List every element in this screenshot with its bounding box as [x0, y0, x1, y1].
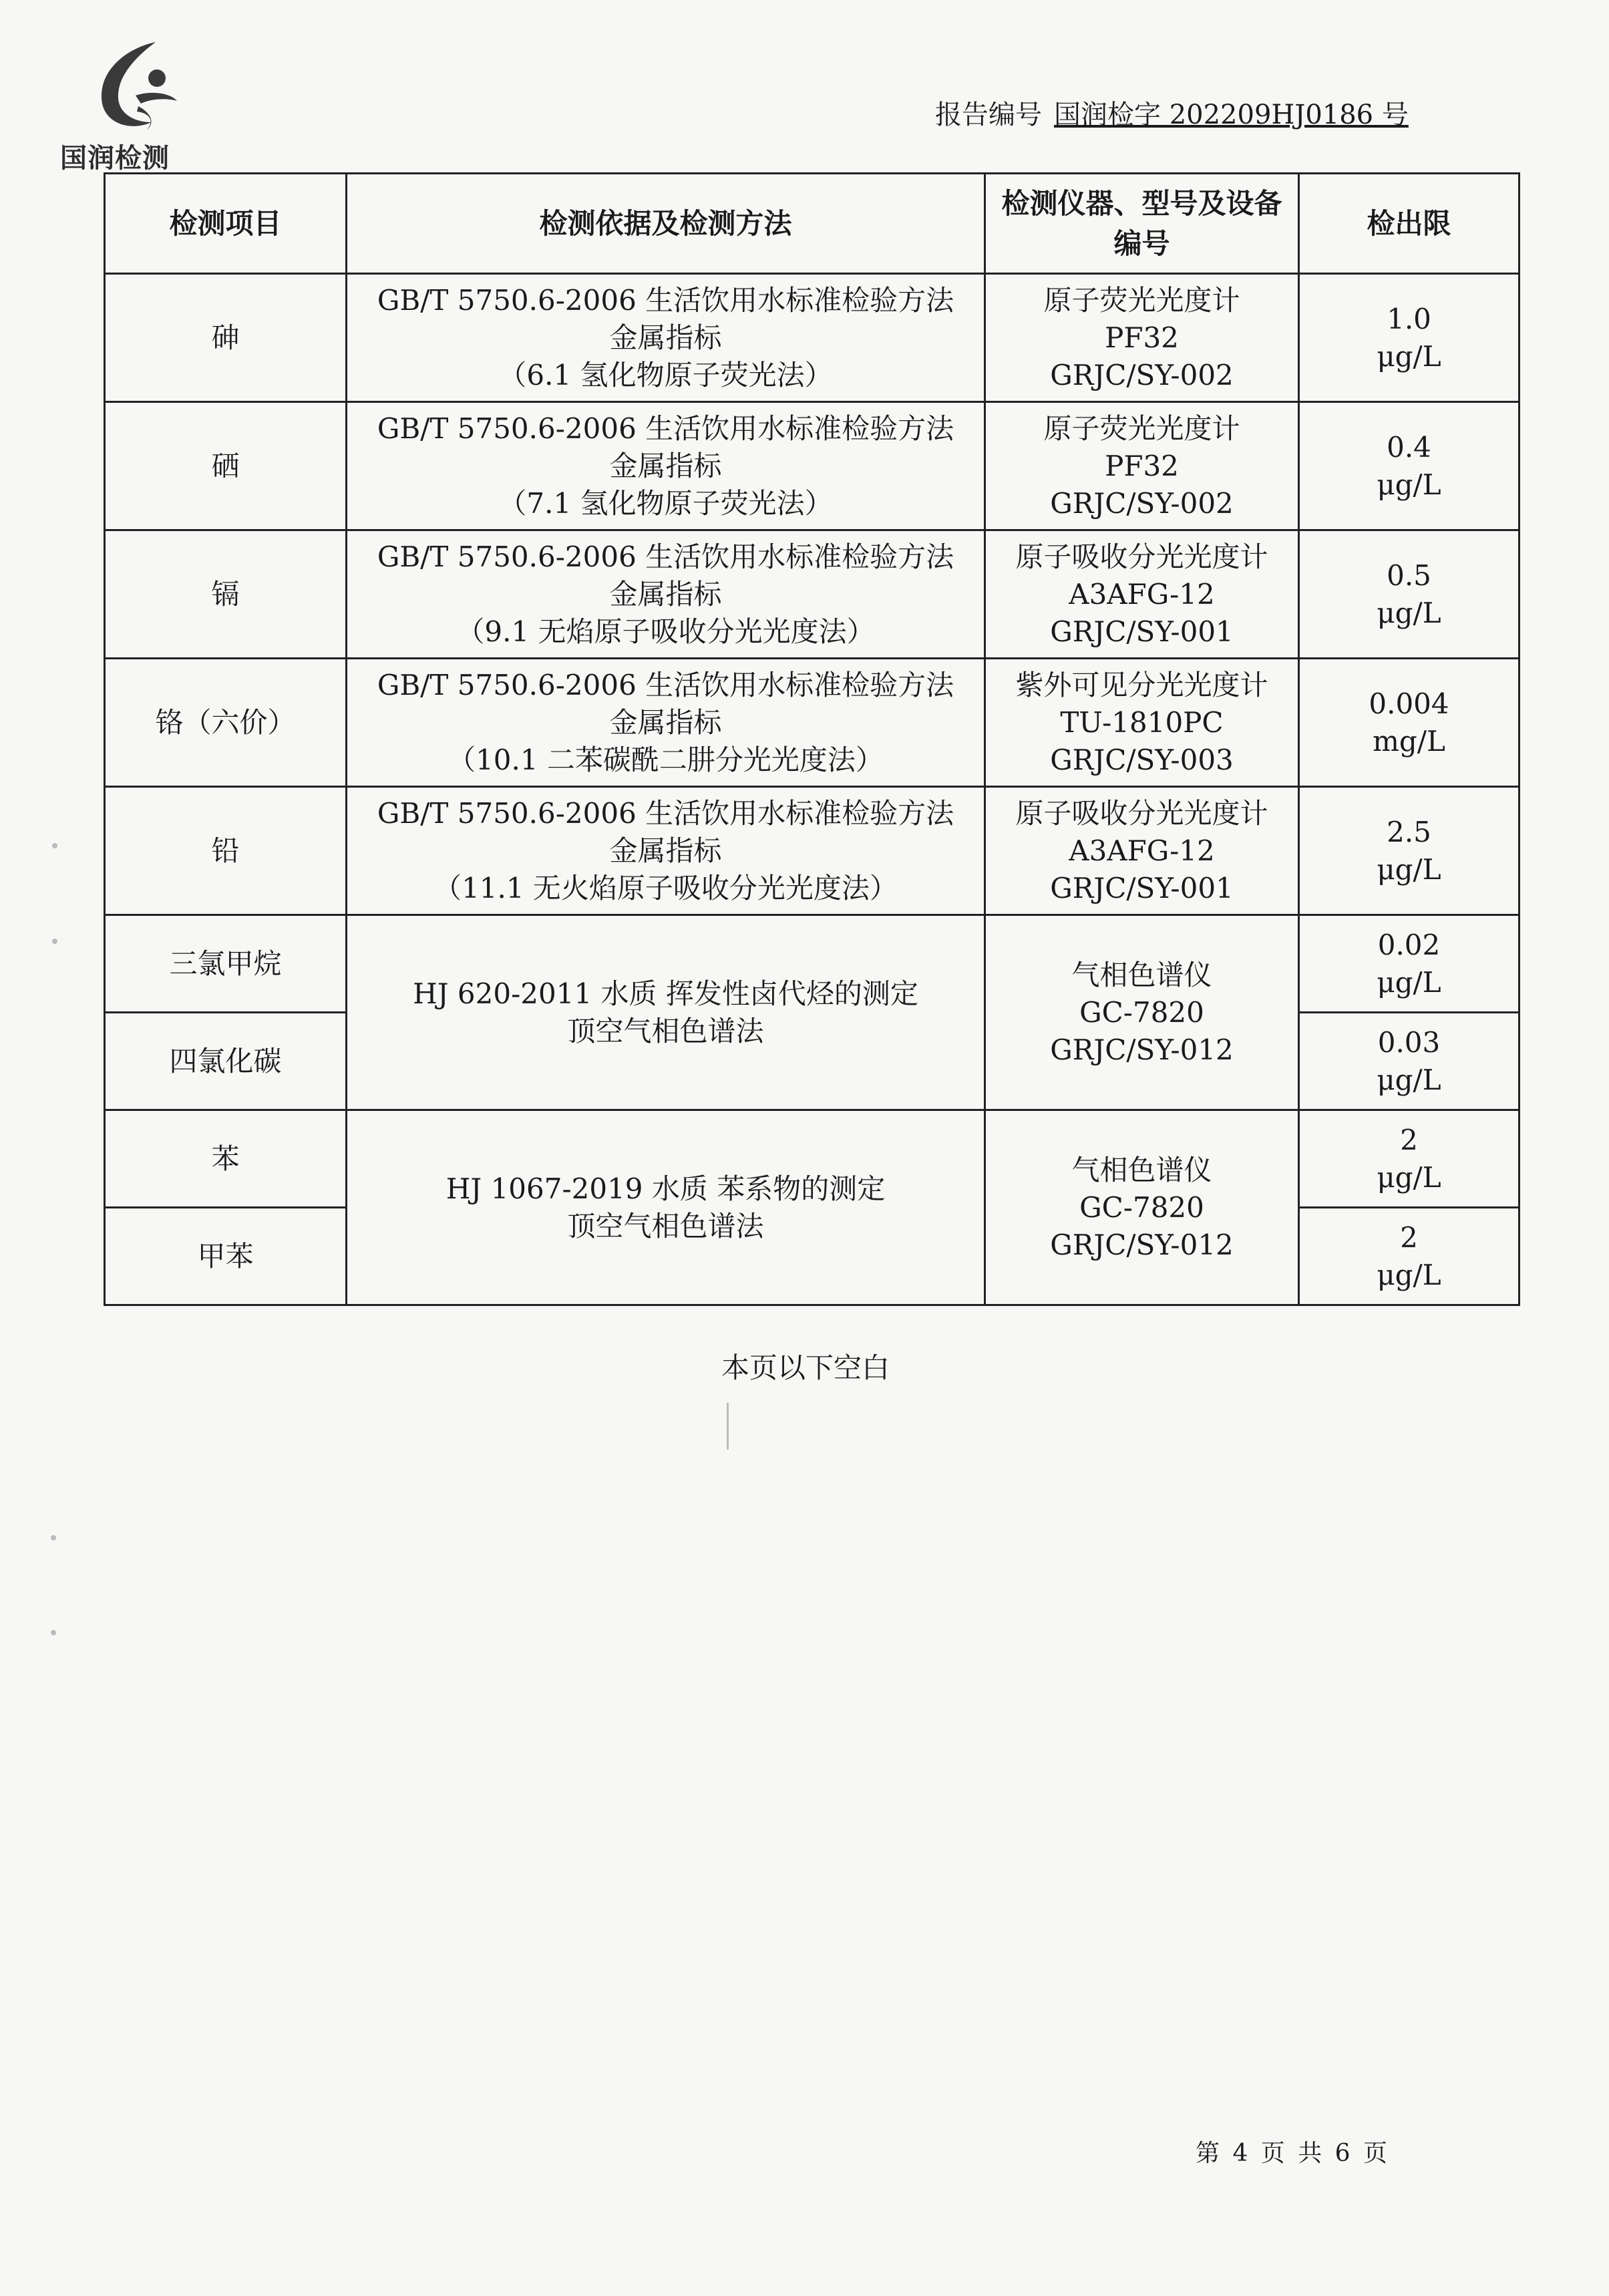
method-cell — [347, 659, 985, 787]
scan-dot — [52, 939, 57, 944]
method-cell — [347, 530, 985, 659]
method-line: 金属指标 — [609, 449, 722, 482]
logo-icon — [77, 37, 197, 137]
instrument-model: PF32 — [1105, 321, 1179, 354]
method-cell — [347, 915, 985, 1110]
limit-unit: μg/L — [1377, 1258, 1441, 1291]
table-row — [105, 274, 1519, 402]
method-line: GB/T 5750.6-2006 生活饮用水标准检验方法 — [377, 796, 954, 830]
instrument-id: GRJC/SY-012 — [1050, 1033, 1234, 1066]
method-line: 金属指标 — [609, 577, 722, 611]
item-cell: 铬（六价） — [105, 659, 347, 787]
limit-cell — [1299, 530, 1519, 659]
method-cell — [347, 402, 985, 530]
instrument-id: GRJC/SY-003 — [1050, 743, 1234, 776]
method-line: HJ 1067-2019 水质 苯系物的测定 — [445, 1172, 886, 1205]
instrument-cell — [985, 915, 1299, 1110]
instrument-name: 原子吸收分光光度计 — [1015, 796, 1268, 830]
item-cell: 苯 — [105, 1110, 347, 1208]
header-limit: 检出限 — [1299, 174, 1519, 274]
item-cell: 四氯化碳 — [105, 1013, 347, 1110]
method-line: （10.1 二苯碳酰二肼分光光度法） — [448, 743, 884, 776]
instrument-name: 原子荧光光度计 — [1043, 283, 1240, 317]
method-line: （11.1 无火焰原子吸收分光光度法） — [433, 871, 898, 905]
instrument-name: 原子荧光光度计 — [1043, 412, 1240, 445]
method-cell — [347, 1110, 985, 1305]
method-line: 顶空气相色谱法 — [567, 1209, 764, 1243]
limit-unit: μg/L — [1377, 596, 1441, 629]
limit-value: 0.03 — [1377, 1025, 1441, 1059]
instrument-cell — [985, 659, 1299, 787]
instrument-model: GC-7820 — [1079, 995, 1204, 1029]
instrument-name: 气相色谱仪 — [1071, 958, 1212, 991]
report-number — [935, 94, 1409, 132]
instrument-cell — [985, 787, 1299, 915]
limit-value: 0.5 — [1387, 558, 1431, 592]
limit-cell — [1299, 659, 1519, 787]
instrument-id: GRJC/SY-002 — [1050, 358, 1234, 391]
instrument-name: 原子吸收分光光度计 — [1015, 540, 1268, 573]
limit-cell — [1299, 915, 1519, 1013]
limit-cell — [1299, 1208, 1519, 1305]
limit-cell — [1299, 1110, 1519, 1208]
page-number: 第 4 页 共 6 页 — [1196, 2140, 1391, 2167]
instrument-model: A3AFG-12 — [1069, 834, 1215, 867]
logo-text: 国润检测 — [60, 143, 170, 174]
method-line: 金属指标 — [609, 321, 722, 354]
method-line: GB/T 5750.6-2006 生活饮用水标准检验方法 — [377, 412, 954, 445]
table-row — [105, 787, 1519, 915]
instrument-model: GC-7820 — [1079, 1190, 1204, 1224]
blank-page-note: 本页以下空白 — [721, 1351, 890, 1384]
method-line: GB/T 5750.6-2006 生活饮用水标准检验方法 — [377, 668, 954, 701]
table-row — [105, 402, 1519, 530]
limit-value: 2 — [1400, 1123, 1418, 1156]
limit-value: 0.004 — [1369, 687, 1449, 720]
limit-value: 0.02 — [1377, 928, 1441, 961]
instrument-id: GRJC/SY-001 — [1050, 871, 1234, 905]
limit-unit: μg/L — [1377, 1063, 1441, 1096]
instrument-model: A3AFG-12 — [1069, 577, 1215, 611]
limit-value: 1.0 — [1387, 302, 1431, 335]
instrument-name: 紫外可见分光光度计 — [1015, 668, 1268, 701]
table-header-row — [105, 174, 1519, 274]
limit-unit: mg/L — [1373, 724, 1445, 758]
limit-cell — [1299, 274, 1519, 402]
scan-dot — [51, 1535, 56, 1540]
limit-unit: μg/L — [1377, 339, 1441, 373]
item-cell: 甲苯 — [105, 1208, 347, 1305]
limit-unit: μg/L — [1377, 965, 1441, 999]
header-instrument: 检测仪器、型号及设备编号 — [985, 174, 1299, 274]
item-cell: 三氯甲烷 — [105, 915, 347, 1013]
item-cell: 硒 — [105, 402, 347, 530]
instrument-cell — [985, 530, 1299, 659]
instrument-cell — [985, 1110, 1299, 1305]
limit-value: 2 — [1400, 1220, 1418, 1254]
scan-dot — [52, 843, 57, 848]
item-cell: 铅 — [105, 787, 347, 915]
report-number-value: 国润检字 202209HJ0186 号 — [1054, 100, 1409, 130]
test-methods-table — [104, 172, 1520, 1306]
method-line: HJ 620-2011 水质 挥发性卤代烃的测定 — [413, 977, 918, 1010]
limit-cell — [1299, 1013, 1519, 1110]
limit-unit: μg/L — [1377, 852, 1441, 886]
header-item: 检测项目 — [105, 174, 347, 274]
report-number-label: 报告编号 — [935, 100, 1042, 130]
limit-value: 0.4 — [1387, 430, 1431, 464]
header-method: 检测依据及检测方法 — [347, 174, 985, 274]
instrument-id: GRJC/SY-012 — [1050, 1228, 1234, 1261]
table-row — [105, 915, 1519, 1013]
method-line: （6.1 氢化物原子荧光法） — [498, 358, 833, 391]
company-logo — [60, 37, 200, 174]
limit-cell — [1299, 402, 1519, 530]
instrument-model: PF32 — [1105, 449, 1179, 482]
instrument-id: GRJC/SY-002 — [1050, 486, 1234, 520]
method-line: 顶空气相色谱法 — [567, 1014, 764, 1047]
scan-dot — [51, 1630, 56, 1635]
limit-unit: μg/L — [1377, 1160, 1441, 1194]
method-line: GB/T 5750.6-2006 生活饮用水标准检验方法 — [377, 540, 954, 573]
limit-cell — [1299, 787, 1519, 915]
instrument-id: GRJC/SY-001 — [1050, 615, 1234, 648]
limit-value: 2.5 — [1387, 815, 1431, 848]
method-line: 金属指标 — [609, 834, 722, 867]
item-cell: 砷 — [105, 274, 347, 402]
instrument-name: 气相色谱仪 — [1071, 1153, 1212, 1186]
method-line: （7.1 氢化物原子荧光法） — [498, 486, 833, 520]
limit-unit: μg/L — [1377, 468, 1441, 501]
method-line: （9.1 无焰原子吸收分光光度法） — [456, 615, 875, 648]
table-row — [105, 1110, 1519, 1208]
scan-mark — [727, 1403, 729, 1450]
method-cell — [347, 787, 985, 915]
instrument-cell — [985, 274, 1299, 402]
method-line: GB/T 5750.6-2006 生活饮用水标准检验方法 — [377, 283, 954, 317]
instrument-model: TU-1810PC — [1060, 705, 1224, 739]
table-row — [105, 659, 1519, 787]
table-row — [105, 530, 1519, 659]
method-cell — [347, 274, 985, 402]
instrument-cell — [985, 402, 1299, 530]
item-cell: 镉 — [105, 530, 347, 659]
method-line: 金属指标 — [609, 705, 722, 739]
